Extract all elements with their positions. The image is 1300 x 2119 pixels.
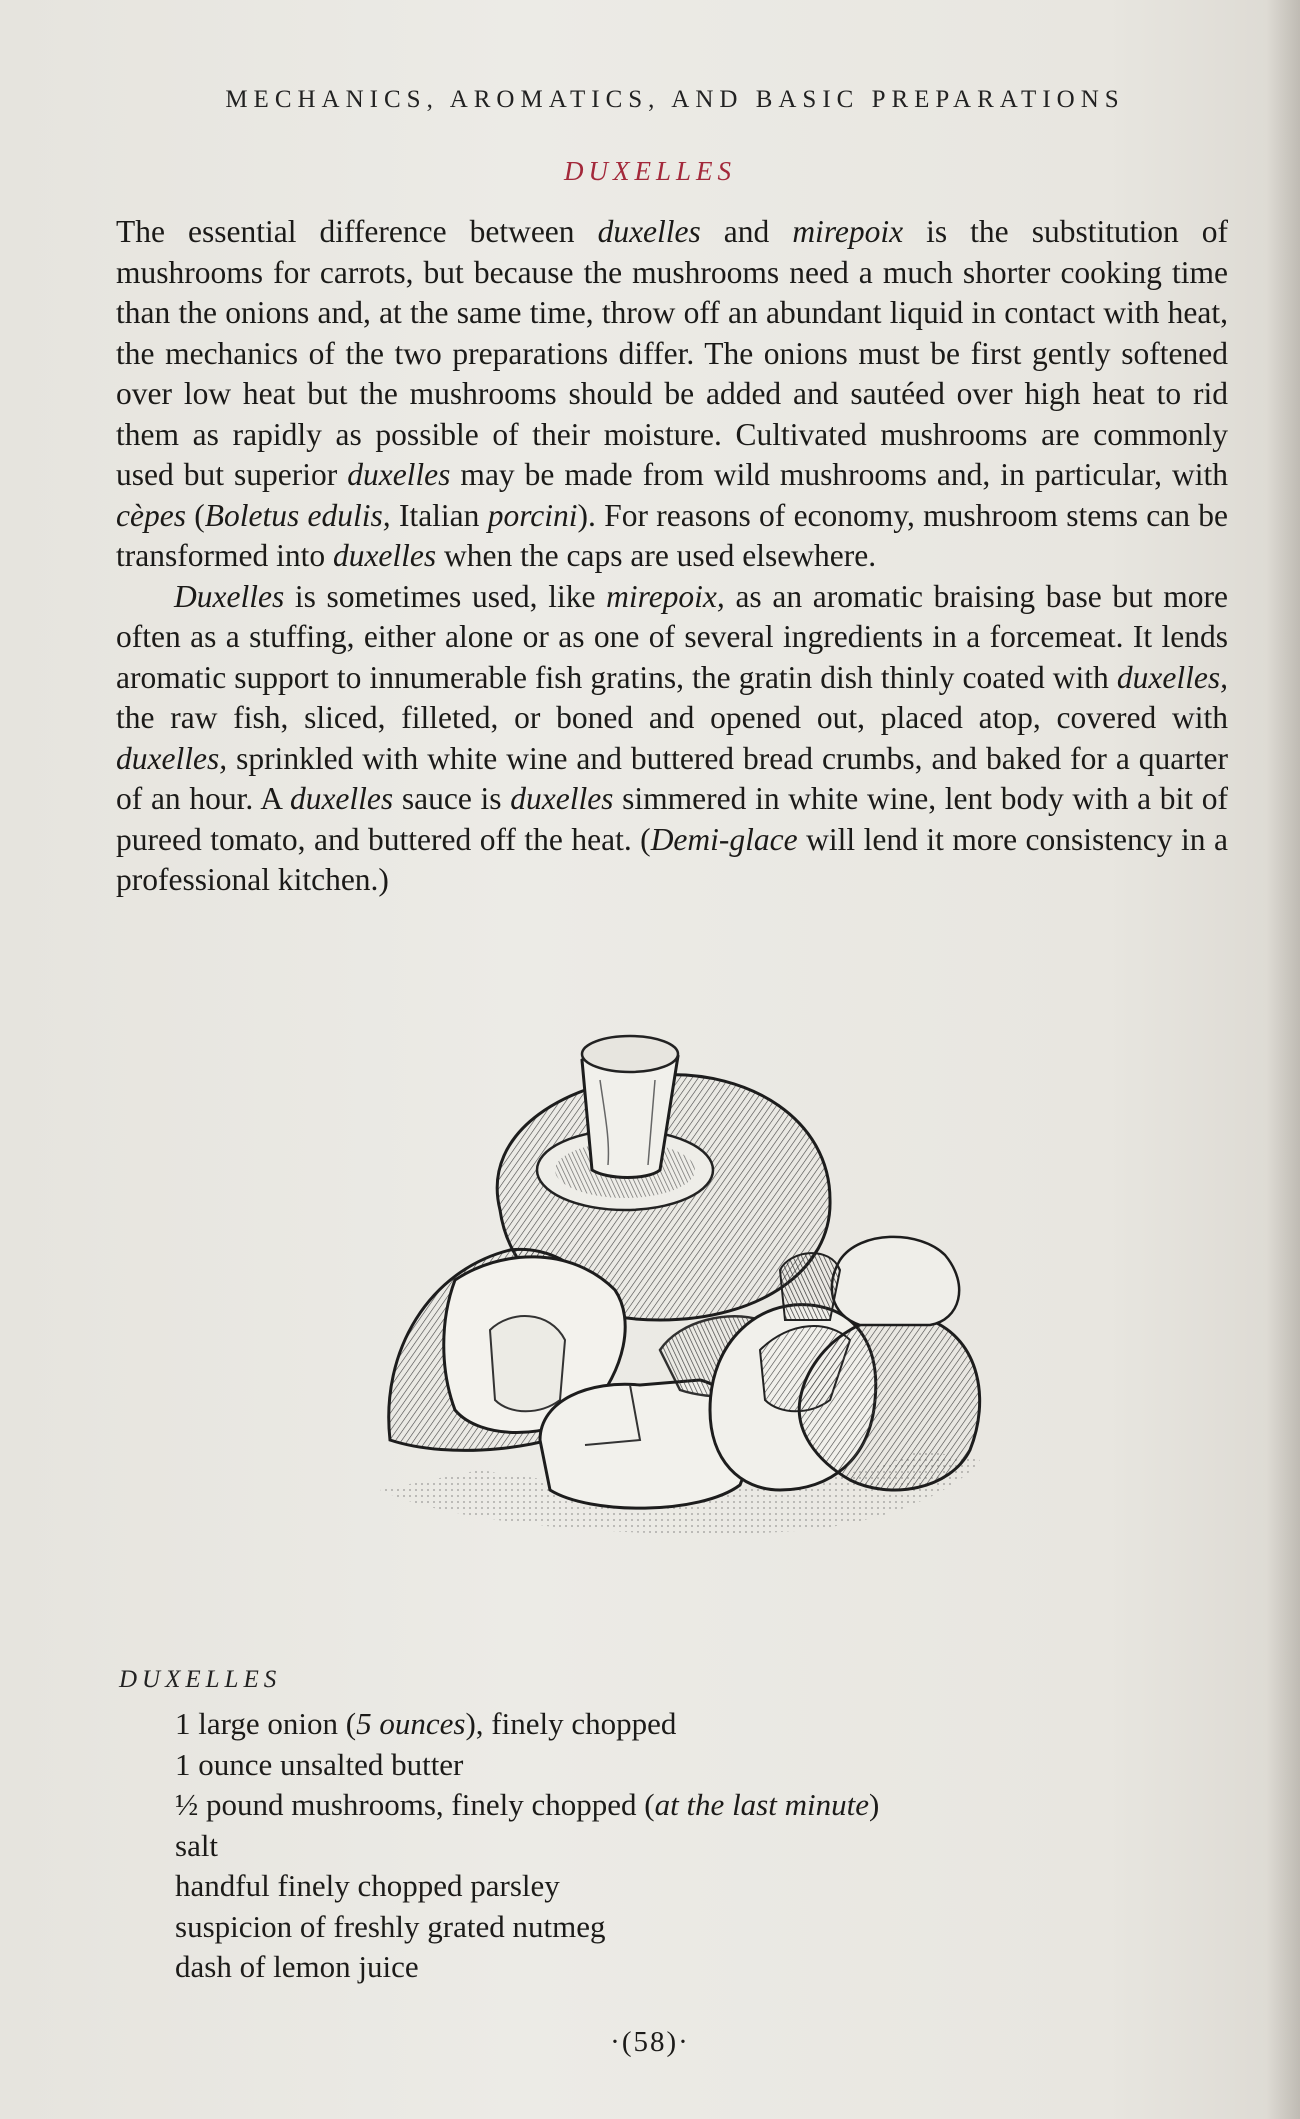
page-number: ·(58)· [610,2026,690,2058]
italic-term: at the last minute [654,1787,869,1822]
italic-term: duxelles, [116,740,228,776]
italic-term: duxelles [347,457,451,492]
ingredient-butter: 1 ounce unsalted butter [175,1746,464,1782]
ingredient-lemon-juice: dash of lemon juice [175,1949,419,1984]
page-edge-shadow [1266,0,1300,2119]
italic-term: duxelles [332,538,437,573]
ingredient-onion: 1 large onion (5 ounces), finely chopped [175,1706,677,1741]
section-title: DUXELLES [563,156,736,186]
recipe-title: DUXELLES [119,1666,282,1693]
running-head: MECHANICS, AROMATICS, AND BASIC PREPARATIONS [225,86,1125,113]
paragraph-2: Duxelles is sometimes used, like mirepoix, as an aromatic braising base but more often as a stuffing, either alone or as one of several ingredients in a forcemeat. It lends aromatic support to innumerable fish gratins, the gratin dish thinly coated with duxelles, the raw fish, sliced, filleted, or boned and opened out, placed atop, covered with duxelles, sprinkled with white wine and buttered bread crumbs, and baked for a quarter of an hour. A duxelles sauce is duxelles simmered in white wine, lent body with a bit of pureed tomato, and buttered off the heat. (Demi-glace will lend it more consistency in a professional kitchen.) [116,578,1228,897]
ingredient-mushrooms: ½ pound mushrooms, finely chopped (at the last minute) [175,1787,880,1822]
italic-term: duxelles [289,781,394,816]
italic-term: 5 ounces [356,1706,466,1741]
body-text [116,212,1228,901]
italic-term: duxelles [597,214,701,249]
italic-term: Duxelles [174,578,285,614]
ingredient-parsley: handful finely chopped parsley [175,1868,560,1903]
ingredient-salt: salt [175,1827,219,1863]
ingredient-nutmeg: suspicion of freshly grated nutmeg [175,1908,606,1944]
italic-term: duxelles [510,781,614,816]
italic-term: duxelles, [1116,659,1228,695]
italic-term: cèpes [116,497,186,533]
ingredient-list [175,1704,1075,1988]
italic-term: porcini [487,497,578,533]
italic-term: mirepoix [792,214,904,249]
mushrooms-illustration [360,1020,1000,1560]
italic-term: Demi-glace [650,821,798,857]
italic-term: mirepoix, [606,578,725,614]
italic-term: Boletus edulis, [204,497,391,533]
paragraph-1: The essential difference between duxelles and mirepoix is the substitution of mushrooms for carrots, but because the mushrooms need a much shorter cooking time than the onions and, at the same time, throw off an abundant liquid in contact with heat, the mechanics of the two preparations differ. The onions must be first gently softened over low heat but the mushrooms should be added and sautéed over high heat to rid them as rapidly as possible of their moisture. Cultivated mushrooms are commonly used but superior duxelles may be made from wild mushrooms and, in particular, with cèpes (Boletus edulis, Italian porcini). For reasons of economy, mushroom stems can be transformed into duxelles when the caps are used elsewhere. [116,214,1228,573]
